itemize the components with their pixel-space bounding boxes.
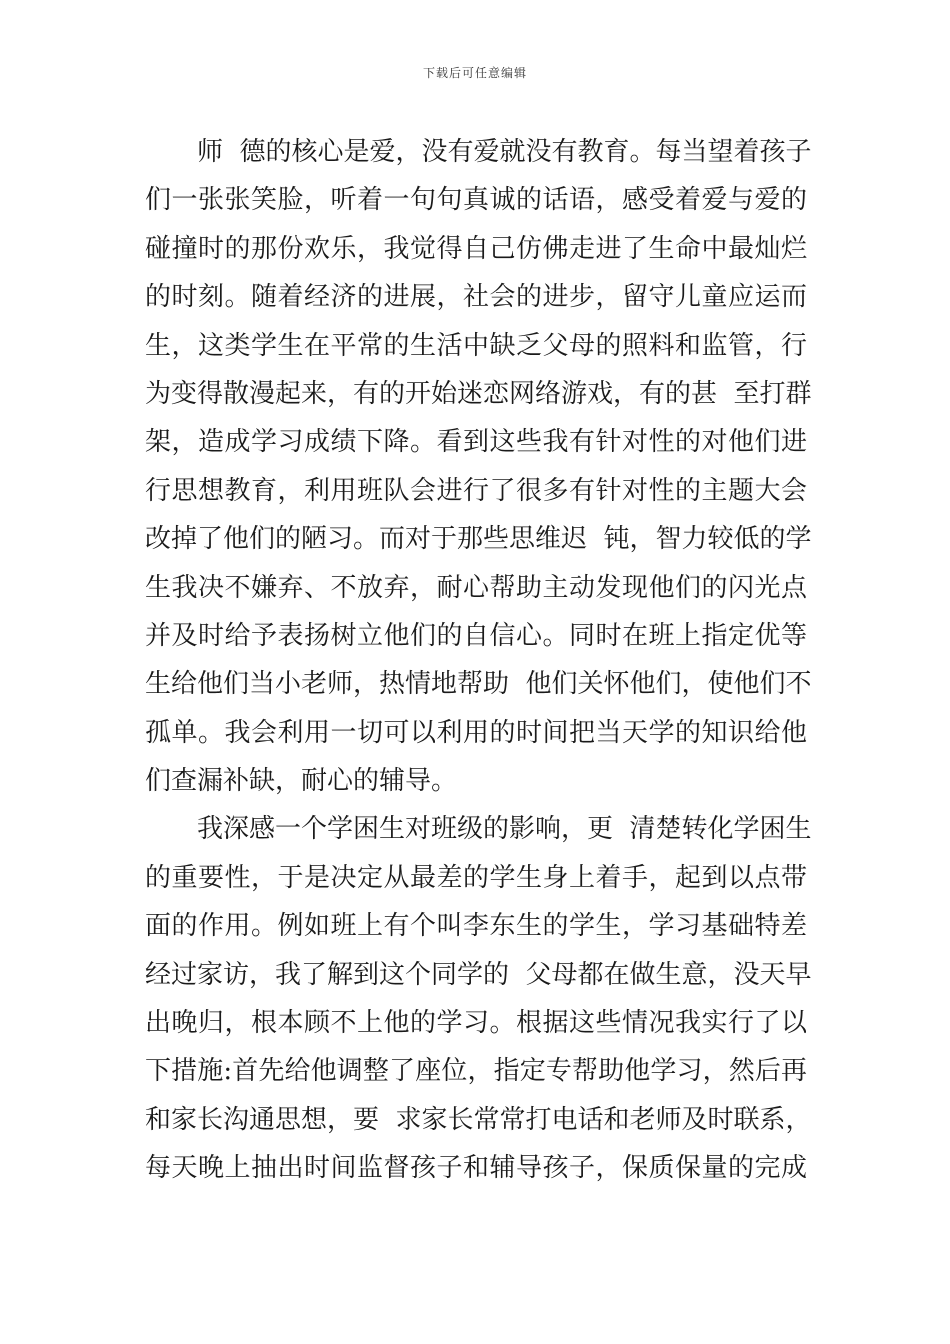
- text-line: 架，造成学习成绩下降。看到这些我有针对性的对他们进: [145, 427, 807, 458]
- text-line: 每天晚上抽出时间监督孩子和辅导孩子，保质保量的完成: [145, 1153, 807, 1184]
- text-line: 孤单。我会利用一切可以利用的时间把当天学的知识给他: [145, 717, 807, 748]
- text-line: 的时刻。随着经济的进展，社会的进步，留守儿童应运而: [145, 282, 807, 313]
- paragraph-1: [145, 128, 812, 805]
- text-line: 为变得散漫起来，有的开始迷恋网络游戏，有的甚 至打群: [145, 378, 812, 409]
- paragraph-2: [145, 805, 812, 1192]
- text-line: 碰撞时的那份欢乐，我觉得自己仿佛走进了生命中最灿烂: [145, 233, 807, 264]
- text-line: 们一张张笑脸，听着一句句真诚的话语，感受着爱与爱的: [145, 185, 807, 216]
- text-line: 面的作用。例如班上有个叫李东生的学生，学习基础特差: [145, 911, 807, 942]
- text-line: 下措施:首先给他调整了座位，指定专帮助他学习，然后再: [145, 1056, 807, 1087]
- text-line: 和家长沟通思想，要 求家长常常打电话和老师及时联系，: [145, 1104, 812, 1135]
- text-line: 生我决不嫌弃、不放弃，耐心帮助主动发现他们的闪光点: [145, 572, 807, 603]
- document-body: [145, 128, 812, 1193]
- text-line: 改掉了他们的陋习。而对于那些思维迟 钝，智力较低的学: [145, 524, 812, 555]
- text-line: 行思想教育，利用班队会进行了很多有针对性的主题大会: [145, 475, 807, 506]
- text-line: 们查漏补缺，耐心的辅导。: [145, 766, 458, 797]
- text-line: 出晚归，根本顾不上他的学习。根据这些情况我实行了以: [145, 1008, 807, 1039]
- text-line: 经过家访，我了解到这个同学的 父母都在做生意，没天早: [145, 959, 812, 990]
- text-line: 生给他们当小老师，热情地帮助 他们关怀他们，使他们不: [145, 669, 812, 700]
- text-line: 并及时给予表扬树立他们的自信心。同时在班上指定优等: [145, 620, 807, 651]
- text-line: 我深感一个学困生对班级的影响，更 清楚转化学困生: [197, 814, 812, 845]
- text-line: 生，这类学生在平常的生活中缺乏父母的照料和监管，行: [145, 330, 807, 361]
- text-line: 的重要性，于是决定从最差的学生身上着手，起到以点带: [145, 862, 807, 893]
- page-header: 下载后可任意编辑: [422, 66, 527, 80]
- text-line: 师 德的核心是爱，没有爱就没有教育。每当望着孩子: [197, 137, 812, 167]
